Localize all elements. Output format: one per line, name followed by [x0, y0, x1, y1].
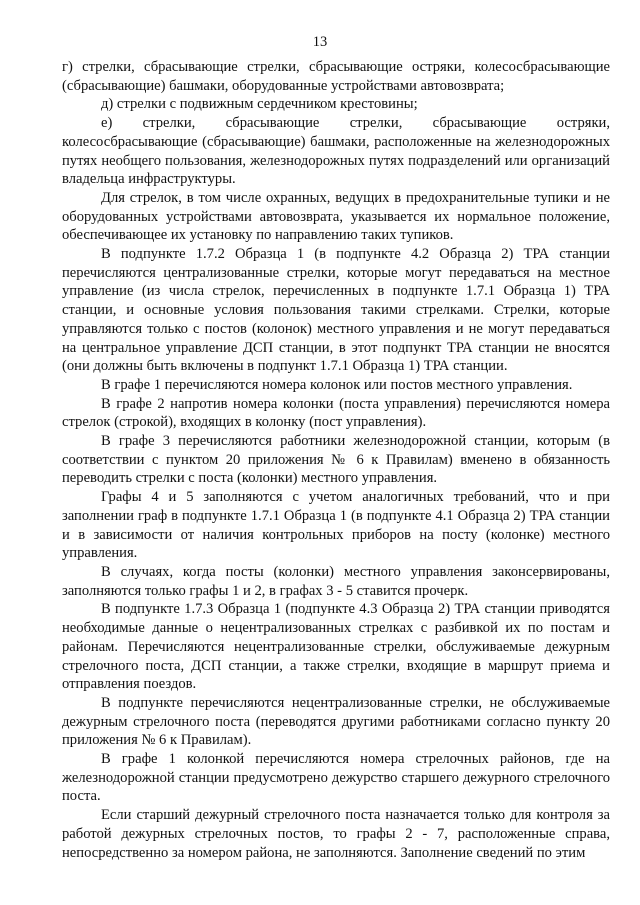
paragraph: В графе 2 напротив номера колонки (поста управления) перечисляются номера стрелок (строкой), входящих в колонку (пост управления).: [62, 395, 610, 431]
paragraph-list-item-d: д) стрелки с подвижным сердечником крестовины;: [101, 96, 418, 113]
page-number: 13: [312, 34, 328, 50]
paragraph: В графе 3 перечисляются работники железнодорожной станции, которым (в соответствии с пунктом 20 приложения № 6 к Правилам) вменено в обязанность переводить стрелки с поста (колонки) местного управления.: [62, 433, 610, 487]
paragraph: В подпункте перечисляются нецентрализованные стрелки, не обслуживаемые дежурным стрелочного поста (переводятся другими работниками согласно пункту 20 приложения № 6 к Правилам).: [62, 694, 610, 749]
paragraph: В подпункте 1.7.3 Образца 1 (подпункте 4.3 Образца 2) ТРА станции приводятся необходимые данные о нецентрализованных стрелках с разбивкой их по постам и районам. Перечисляются нецентрализованные стрелки, обслуживаемые дежурным стрелочного поста, ДСП станции, а также стрелки, входящие в маршрут приема и отправления поездов.: [62, 601, 610, 693]
paragraph: Графы 4 и 5 заполняются с учетом аналогичных требований, что и при заполнении граф в подпункте 1.7.1 Образца 1 (в подпункте 4.1 Образца 2) ТРА станции и в зависимости от наличия контрольных приборов на посту (колонке) местного управления.: [62, 489, 610, 562]
paragraph: Если старший дежурный стрелочного поста назначается только для контроля за работой дежурных стрелочных постов, то графы 2 - 7, расположенные справа, непосредственно за номером района, не заполняются. Заполнение сведений по этим: [62, 807, 610, 861]
paragraph-list-item-e: е) стрелки, сбрасывающие стрелки, сбрасывающие остряки, колесосбрасывающие (сбрасывающие) башмаки, расположенные на железнодорожных путях необщего пользования, железнодорожных путях подразделений или организаций владельца инфраструктуры.: [62, 115, 610, 188]
paragraph: В графе 1 колонкой перечисляются номера стрелочных районов, где на железнодорожной станции предусмотрено дежурство старшего дежурного стрелочного поста.: [62, 751, 610, 805]
paragraph: Для стрелок, в том числе охранных, ведущих в предохранительные тупики и не оборудованных устройствами автовозврата, указывается их нормальное положение, обеспечивающее их установку по направлению таких тупиков.: [62, 189, 610, 244]
paragraph: В подпункте 1.7.2 Образца 1 (в подпункте 4.2 Образца 2) ТРА станции перечисляются централизованные стрелки, которые могут передаваться на местное управление (из числа стрелок, перечисленных в подпункте 1.7.1 Образца 1) ТРА станции, и основные условия пользования такими стрелками. Стрелки, которые управляются только с постов (колонок) местного управления и не могут передаваться на центральное управление ДСП станции, в этот подпункт ТРА станции не вносятся (они должны быть включены в подпункт 1.7.1 Образца 1) ТРА станции.: [62, 246, 610, 375]
document-body: [62, 58, 610, 862]
paragraph: В случаях, когда посты (колонки) местного управления законсервированы, заполняются только графы 1 и 2, в графах 3 - 5 ставится прочерк.: [62, 563, 610, 599]
paragraph-list-item-g: г) стрелки, сбрасывающие стрелки, сбрасывающие остряки, колесосбрасывающие (сбрасывающие) башмаки, оборудованные устройствами автовозврата;: [62, 59, 610, 94]
paragraph: В графе 1 перечисляются номера колонок или постов местного управления.: [101, 376, 573, 393]
